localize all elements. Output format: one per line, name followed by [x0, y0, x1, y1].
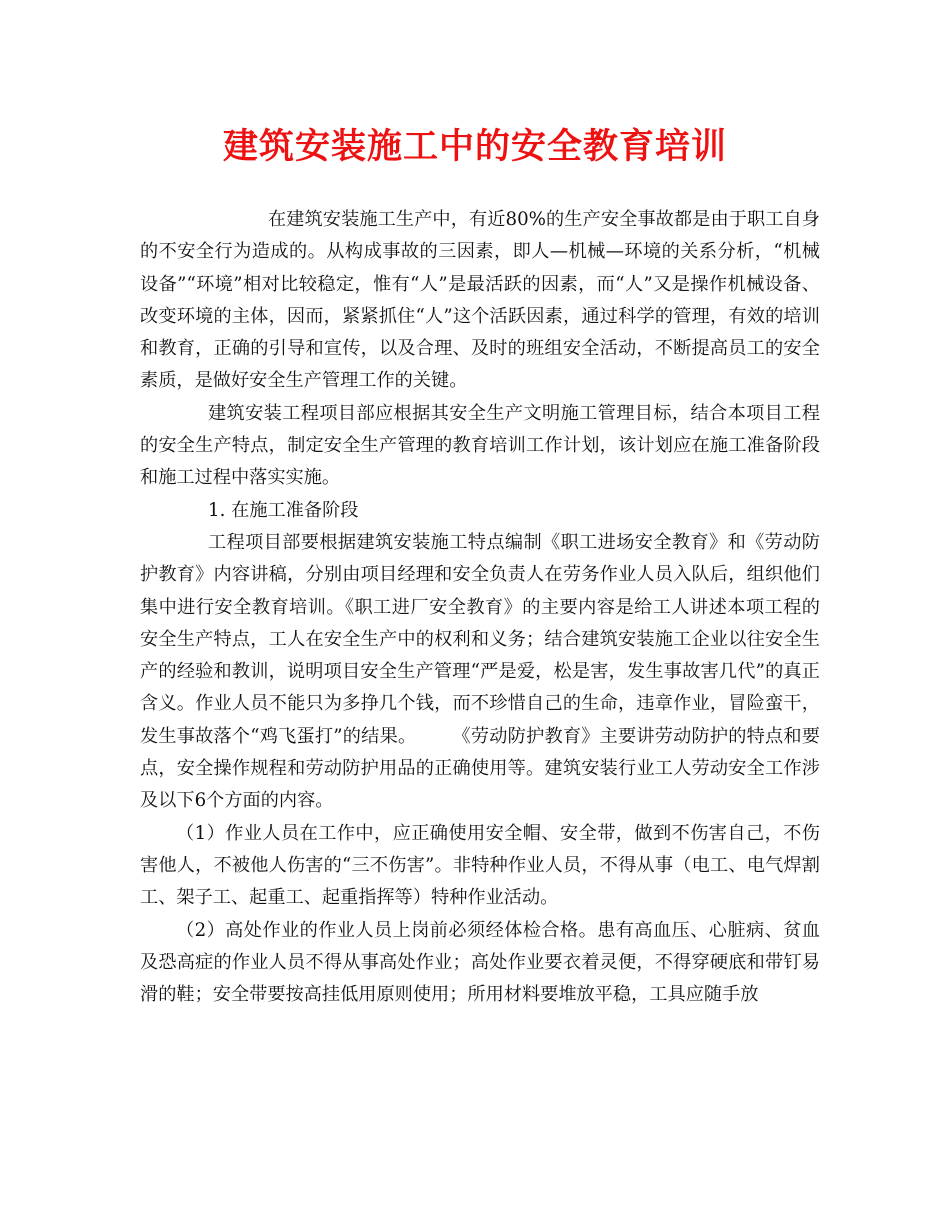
paragraph-education-text: 工程项目部要根据建筑安装施工特点编制《职工进场安全教育》和《劳动防护教育》内容讲稿，分别由项目经理和安全负责人在劳务作业人员入队后，组织他们集中进行安全教育培训。《职工进厂安全教育》的主要内容是给工人讲述本项工程的安全生产特点，工人在安全生产中的权利和义务；结合建筑安装施工企业以往安全生产的经验和教训，说明项目安全生产管理“严是爱，松是害，发生事故害几代”的真正含义。作业人员不能只为多挣几个钱，而不珍惜自己的生命，违章作业，冒险蛮干，发生事故落个“鸡飞蛋打”的结果。: [140, 531, 820, 747]
document-title: 建筑安装施工中的安全教育培训: [222, 126, 727, 167]
paragraph-protection-text: 《劳动防护教育》主要讲劳动防护的特点和要点，安全操作规程和劳动防护用品的正确使用等。建筑安装行业工人劳动安全工作涉及以下6个方面的内容。: [140, 725, 820, 812]
paragraph-education: [140, 527, 820, 818]
list-item-2: （2）高处作业的作业人员上岗前必须经体检合格。患有高血压、心脏病、贫血及恐高症的作业人员不得从事高处作业；高处作业要衣着灵便，不得穿硬底和带钉易滑的鞋；安全带要按高挂低用原则使用；所用材料要堆放平稳，工具应随手放: [140, 919, 820, 1006]
paragraph-plan: 建筑安装工程项目部应根据其安全生产文明施工管理目标，结合本项目工程的安全生产特点，制定安全生产管理的教育培训工作计划，该计划应在施工准备阶段和施工过程中落实实施。: [140, 402, 820, 489]
document-body: [140, 204, 820, 1011]
list-item-1: （1）作业人员在工作中，应正确使用安全帽、安全带，做到不伤害自己，不伤害他人，不被他人伤害的“三不伤害”。非特种作业人员，不得从事（电工、电气焊割工、架子工、起重工、起重指挥等）特种作业活动。: [140, 822, 820, 909]
paragraph-intro: 在建筑安装施工生产中，有近80%的生产安全事故都是由于职工自身的不安全行为造成的。从构成事故的三因素，即人—机械—环境的关系分析，“机械设备”“环境”相对比较稳定，惟有“人”是最活跃的因素，而“人”又是操作机械设备、改变环境的主体，因而，紧紧抓住“人”这个活跃因素，通过科学的管理，有效的培训和教育，正确的引导和宣传，以及合理、及时的班组安全活动，不断提高员工的安全素质，是做好安全生产管理工作的关键。: [140, 209, 820, 392]
section-heading-preparation: 1. 在施工准备阶段: [208, 499, 359, 521]
